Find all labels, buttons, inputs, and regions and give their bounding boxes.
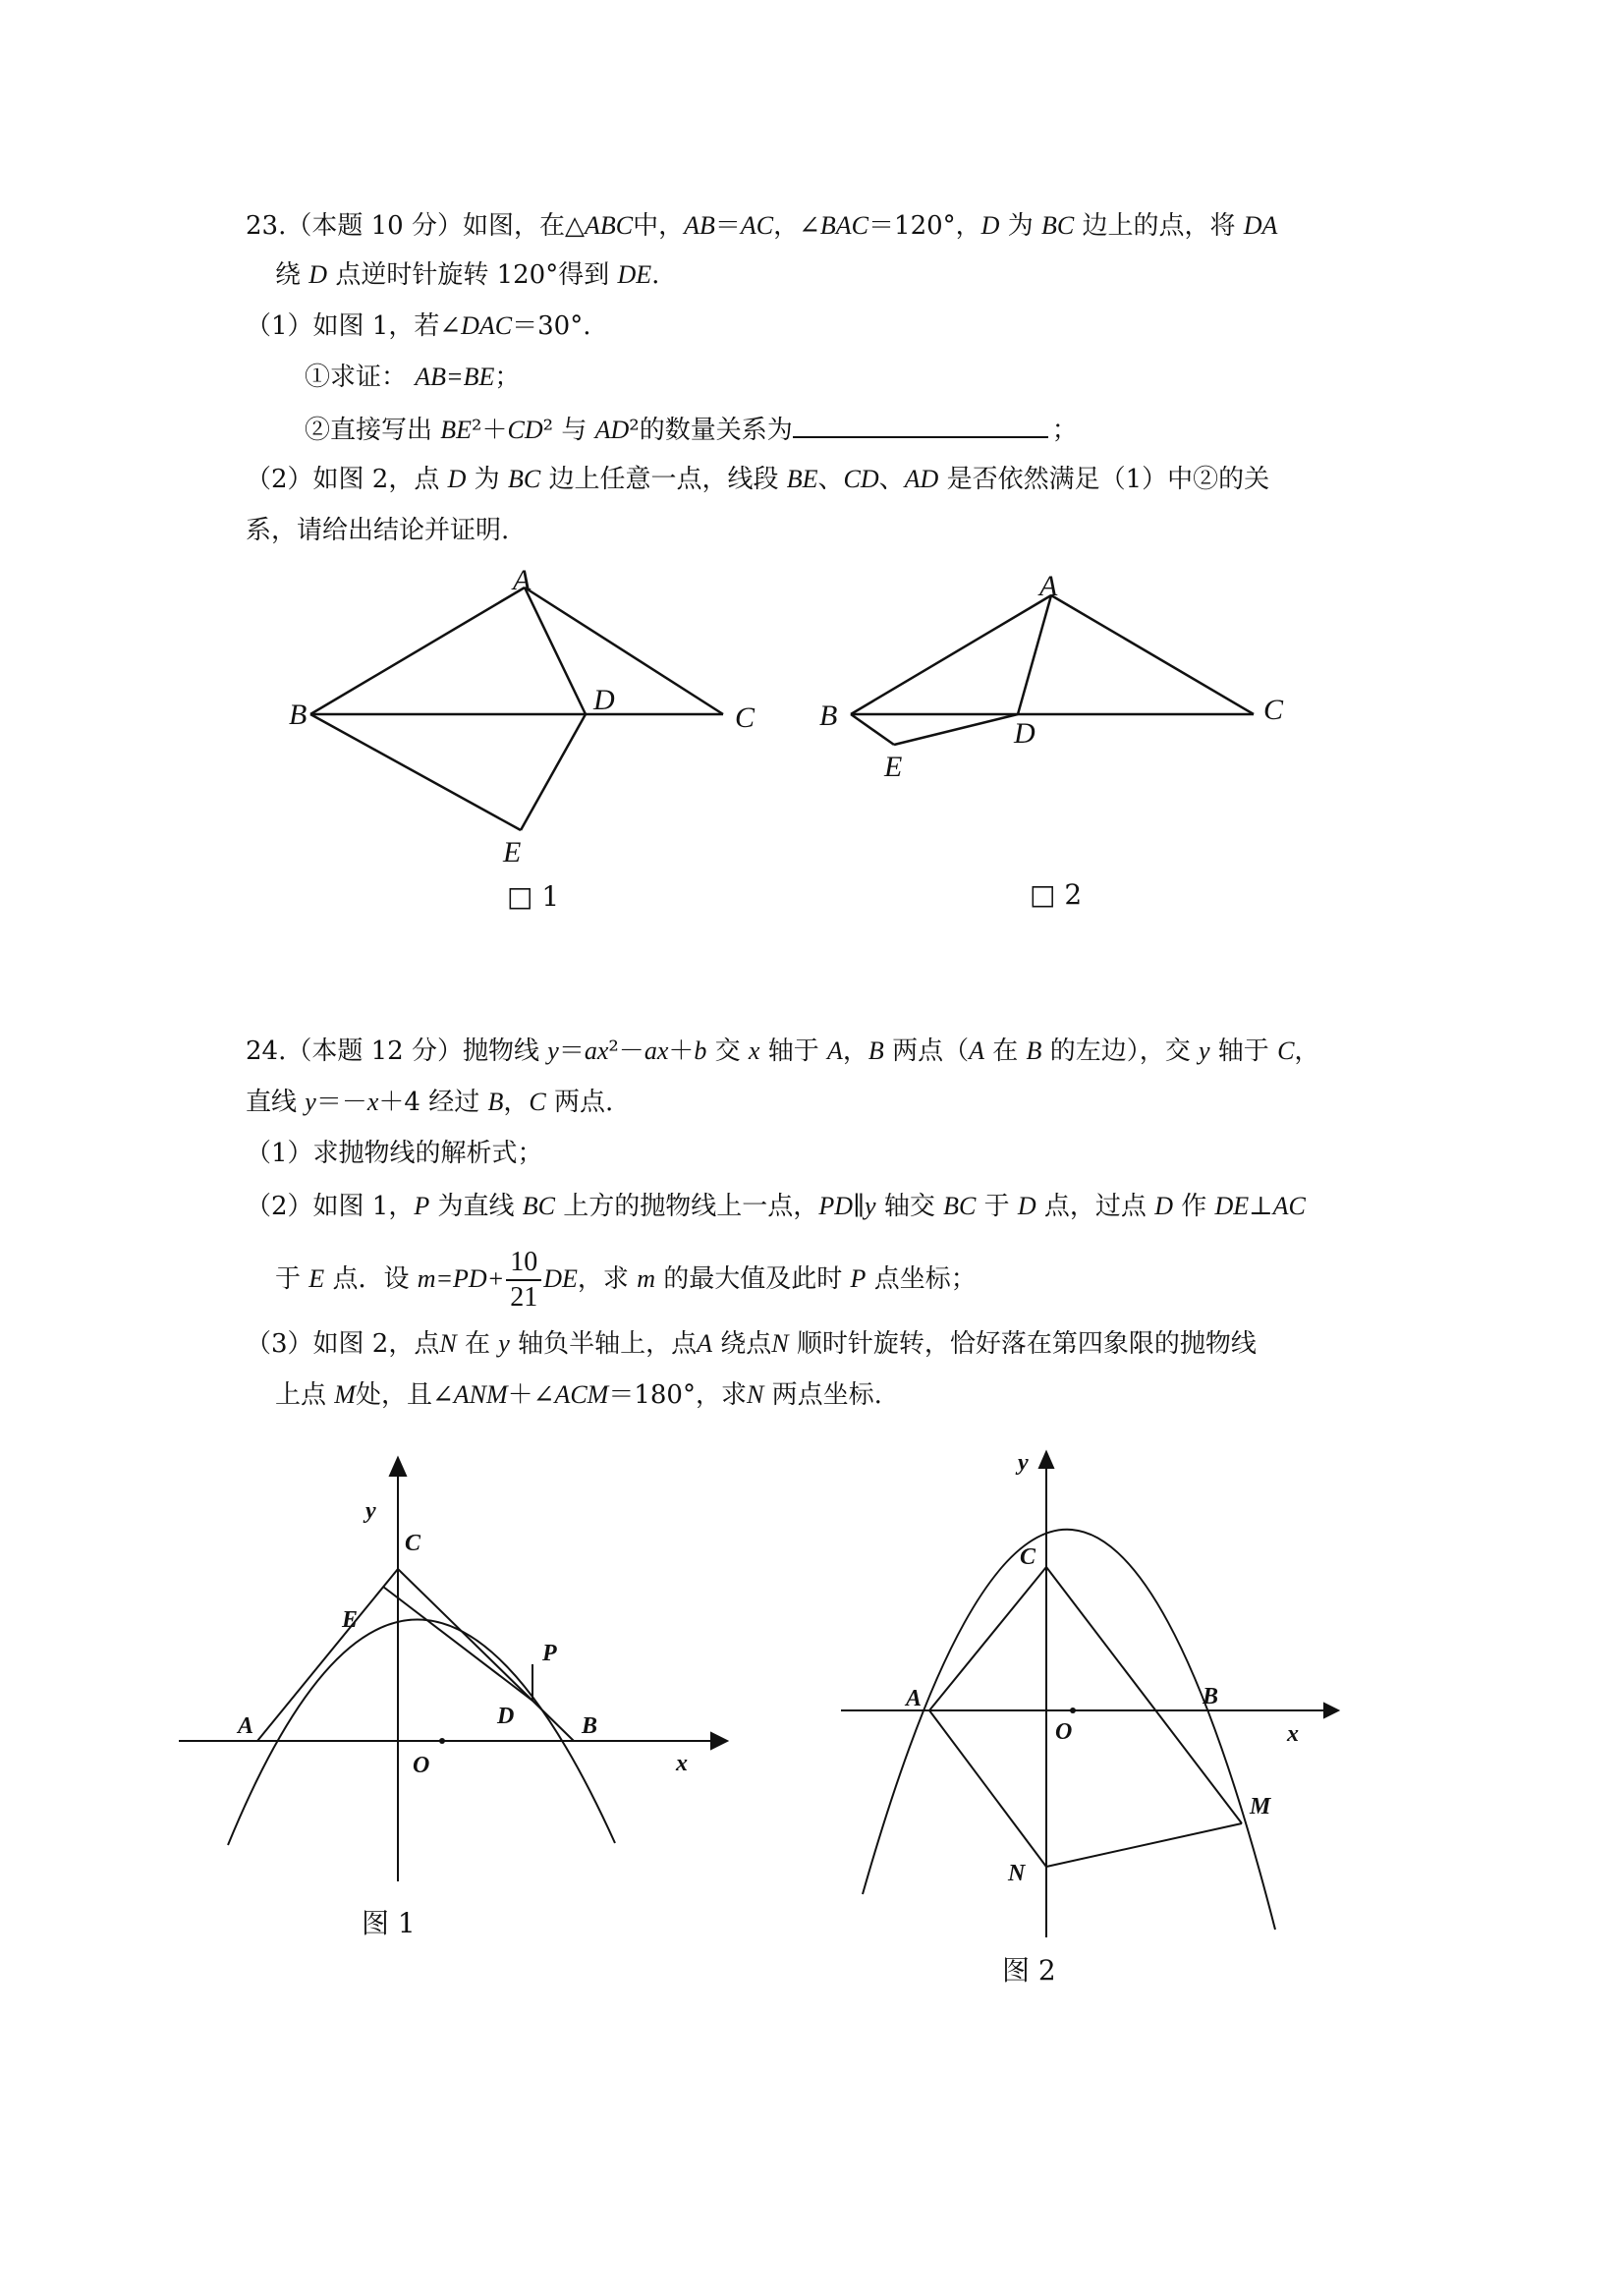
q24-var: x [748, 1036, 760, 1065]
q24-var: x [366, 1088, 379, 1116]
q24-text: ＋∠ [507, 1380, 555, 1410]
q24-var: P [850, 1264, 867, 1293]
q24-var: m=PD+ [417, 1264, 505, 1293]
q24-var: E [308, 1264, 325, 1293]
q24-var: y [305, 1088, 316, 1116]
q23-text: 边上的点，将 [1082, 211, 1236, 241]
q24-text: 绕点 [720, 1329, 772, 1359]
q24-text: 轴负半轴上，点 [518, 1329, 698, 1359]
q23-text: 中， [633, 211, 685, 241]
q24-text: 直线 [246, 1088, 298, 1117]
point-label-c: C [1263, 694, 1284, 726]
q24-text: 交 [714, 1036, 741, 1066]
q23-text: ＝120°， [868, 211, 981, 241]
q24-var: y [865, 1192, 876, 1220]
point-label-a: A [238, 1713, 254, 1739]
q24-var: AC [1272, 1192, 1306, 1220]
q24-var: C [529, 1088, 546, 1116]
point-label-m: M [1250, 1794, 1271, 1820]
q24-text: （1）求抛物线的解析式； [246, 1139, 543, 1168]
q24-var: BC [943, 1192, 977, 1220]
q23-var: D [308, 260, 328, 289]
q23-var: BE [786, 465, 818, 493]
axis-label-y: y [1018, 1450, 1029, 1476]
q23-text: 为 [1007, 211, 1034, 241]
q24-text: ∥ [852, 1192, 865, 1221]
q23-score: （本题 10 分） [286, 211, 463, 241]
point-label-c: C [405, 1531, 421, 1556]
q23-var: CD [507, 416, 543, 444]
q23-var: BC [507, 465, 541, 493]
q24-var: N [439, 1329, 457, 1358]
q24-var: B [1026, 1036, 1042, 1065]
point-label-b: B [289, 699, 308, 731]
q23-var: BC [1041, 211, 1075, 240]
q24-var: P [414, 1192, 430, 1220]
point-label-d: D [1014, 717, 1035, 750]
axis-label-x: x [676, 1751, 688, 1776]
q23-text: ²＋ [472, 416, 508, 445]
q23-text: 系，请给出结论并证明. [246, 516, 510, 545]
q23-text: ＝ [714, 211, 741, 241]
q23-var: DE [617, 260, 652, 289]
point-label-e: E [342, 1607, 359, 1633]
q24-var: DE [1214, 1192, 1250, 1220]
q23-var: D [447, 465, 467, 493]
axis-tick-dot [1070, 1708, 1076, 1713]
q24-text: 两点坐标. [771, 1380, 882, 1410]
q24-text: ²－ [608, 1036, 644, 1066]
q24-var: B [867, 1036, 884, 1065]
q23-text: 的数量关系为 [639, 416, 793, 445]
q24-text: 轴于 [1217, 1036, 1269, 1066]
segment-an [929, 1710, 1046, 1867]
q24-var: y [498, 1329, 510, 1358]
q24-var: y [547, 1036, 559, 1065]
point-label-c: C [1020, 1544, 1036, 1570]
point-label-b: B [1203, 1684, 1219, 1709]
q23-text: 边上任意一点，线段 [548, 465, 779, 494]
q23-text: 为 [474, 465, 500, 494]
q24-text: 点坐标； [873, 1264, 977, 1294]
q24-var: m [637, 1264, 655, 1293]
point-label-a: A [513, 564, 532, 596]
fraction-denominator: 21 [510, 1282, 538, 1313]
q23-text: ①求证： [305, 363, 408, 392]
q24-var: C [1277, 1036, 1295, 1065]
q24-var: A [827, 1036, 843, 1065]
q24-text: 顺时针旋转，恰好落在第四象限的抛物线 [796, 1329, 1257, 1359]
q24-var: ACM [554, 1380, 609, 1409]
point-label-b: B [819, 700, 838, 732]
q23-fig2-caption: □ 2 [1030, 878, 1083, 911]
q24-text: 轴于 [767, 1036, 819, 1066]
q23-var: BAC [819, 211, 869, 240]
q23-var: BE [440, 416, 473, 444]
point-label-p: P [542, 1641, 557, 1666]
q24-text: 两点（ [892, 1036, 970, 1066]
q24-text: ＝ [558, 1036, 585, 1066]
point-label-n: N [1008, 1861, 1026, 1886]
q23-fig1-caption: □ 1 [507, 880, 560, 913]
q23-var: DA [1243, 211, 1278, 240]
point-label-d: D [497, 1704, 515, 1729]
q24-text: 为直线 [437, 1192, 515, 1221]
q24-text: ＝180°，求 [608, 1380, 747, 1410]
q24-text: 点．设 [332, 1264, 410, 1294]
q24-var: DE [543, 1264, 578, 1293]
q24-text: 的最大值及此时 [663, 1264, 843, 1294]
q23-text: ； [494, 363, 521, 392]
q24-var: D [1154, 1192, 1173, 1220]
q23-text: ，∠ [773, 211, 820, 241]
segment-ac [929, 1567, 1046, 1710]
q24-text: 的左边），交 [1049, 1036, 1191, 1066]
q23-var: D [980, 211, 1000, 240]
q24-text: ， [1294, 1036, 1320, 1066]
q24-text: 轴交 [883, 1192, 935, 1221]
q24-var: b [694, 1036, 707, 1065]
q23-text: 、 [817, 465, 844, 494]
q24-var: ANM [453, 1380, 508, 1409]
q24-text: 作 [1181, 1192, 1207, 1221]
axis-label-x: x [1287, 1721, 1299, 1747]
q24-text: 于 [983, 1192, 1010, 1221]
q24-text: 处，且∠ [355, 1380, 454, 1410]
q23-text: . [651, 260, 660, 290]
q24-var: ax [584, 1036, 609, 1065]
q23-text: 与 [561, 416, 588, 445]
q24-number: 24. [246, 1036, 287, 1066]
q24-text: ＋ [668, 1036, 695, 1066]
q23-text: 如图，在△ [462, 211, 585, 241]
q23-text: ②直接写出 [305, 416, 433, 445]
q24-text: ＝－ [315, 1088, 367, 1117]
q24-text: 于 [275, 1264, 302, 1294]
q24-var: ax [644, 1036, 669, 1065]
q24-var: N [746, 1380, 764, 1409]
q24-score: （本题 12 分） [286, 1036, 463, 1066]
q24-text: （3）如图 2，点 [246, 1329, 440, 1359]
q23-var: AC [740, 211, 774, 240]
axis-label-y: y [365, 1498, 376, 1524]
q24-var: A [969, 1036, 984, 1065]
q24-var: M [334, 1380, 356, 1409]
q24-var: B [487, 1088, 504, 1116]
q24-text: ⊥ [1249, 1192, 1273, 1221]
q23-text: （2）如图 2，点 [246, 465, 440, 494]
q24-text: ，求 [577, 1264, 629, 1294]
q23-text: 点逆时针旋转 120°得到 [335, 260, 610, 290]
x-axis-arrow-icon [1324, 1704, 1338, 1717]
q23-var: AB=BE [415, 363, 495, 391]
y-axis-arrow-icon [1039, 1452, 1053, 1468]
q23-text: （1）如图 1，若∠ [246, 311, 462, 341]
q24-var: BC [522, 1192, 556, 1220]
q24-var: A [697, 1329, 712, 1358]
q23-var: DAC [461, 311, 513, 340]
q24-text: ， [503, 1088, 530, 1117]
point-label-e: E [503, 836, 522, 868]
q23-var: CD [843, 465, 879, 493]
q24-text: 点，过点 [1043, 1192, 1147, 1221]
q23-var: AD [904, 465, 939, 493]
q24-text: 上方的抛物线上一点， [563, 1192, 819, 1221]
q23-text: ² [629, 416, 640, 445]
origin-label: O [1055, 1719, 1073, 1745]
q23-text: ² [542, 416, 554, 445]
origin-label: O [413, 1753, 430, 1778]
q24-fig2-caption: 图 2 [1002, 1954, 1056, 1987]
q24-var: D [1017, 1192, 1036, 1220]
point-label-d: D [593, 684, 615, 716]
fraction-numerator: 10 [506, 1246, 541, 1281]
q23-text: 是否依然满足（1）中②的关 [946, 465, 1270, 494]
point-label-b: B [582, 1713, 598, 1739]
q24-var: y [1198, 1036, 1210, 1065]
point-label-c: C [735, 701, 756, 734]
q24-text: ＋4 经过 [378, 1088, 480, 1117]
q24-text: ， [842, 1036, 868, 1066]
q23-var: ABC [584, 211, 634, 240]
point-label-a: A [906, 1686, 923, 1711]
q24-text: 在 [992, 1036, 1019, 1066]
q23-number: 23. [246, 211, 287, 241]
q24-var: PD [818, 1192, 853, 1220]
q23-text: ＝30°. [512, 311, 591, 341]
q24-text: 两点. [553, 1088, 614, 1117]
q23-text: ； [1051, 416, 1078, 445]
q24-fig1-caption: 图 1 [362, 1907, 416, 1939]
q24-var: N [771, 1329, 789, 1358]
q24-text: 抛物线 [462, 1036, 539, 1066]
q24-text: 在 [464, 1329, 490, 1359]
q23-var: AB [684, 211, 715, 240]
point-label-e: E [884, 751, 903, 783]
point-label-a: A [1039, 570, 1058, 602]
segment-nm [1046, 1823, 1242, 1867]
q23-text: 绕 [275, 260, 302, 290]
q23-text: 、 [878, 465, 905, 494]
q23-var: AD [594, 416, 630, 444]
q24-text: 上点 [275, 1380, 327, 1410]
q24-text: （2）如图 1， [246, 1192, 415, 1221]
